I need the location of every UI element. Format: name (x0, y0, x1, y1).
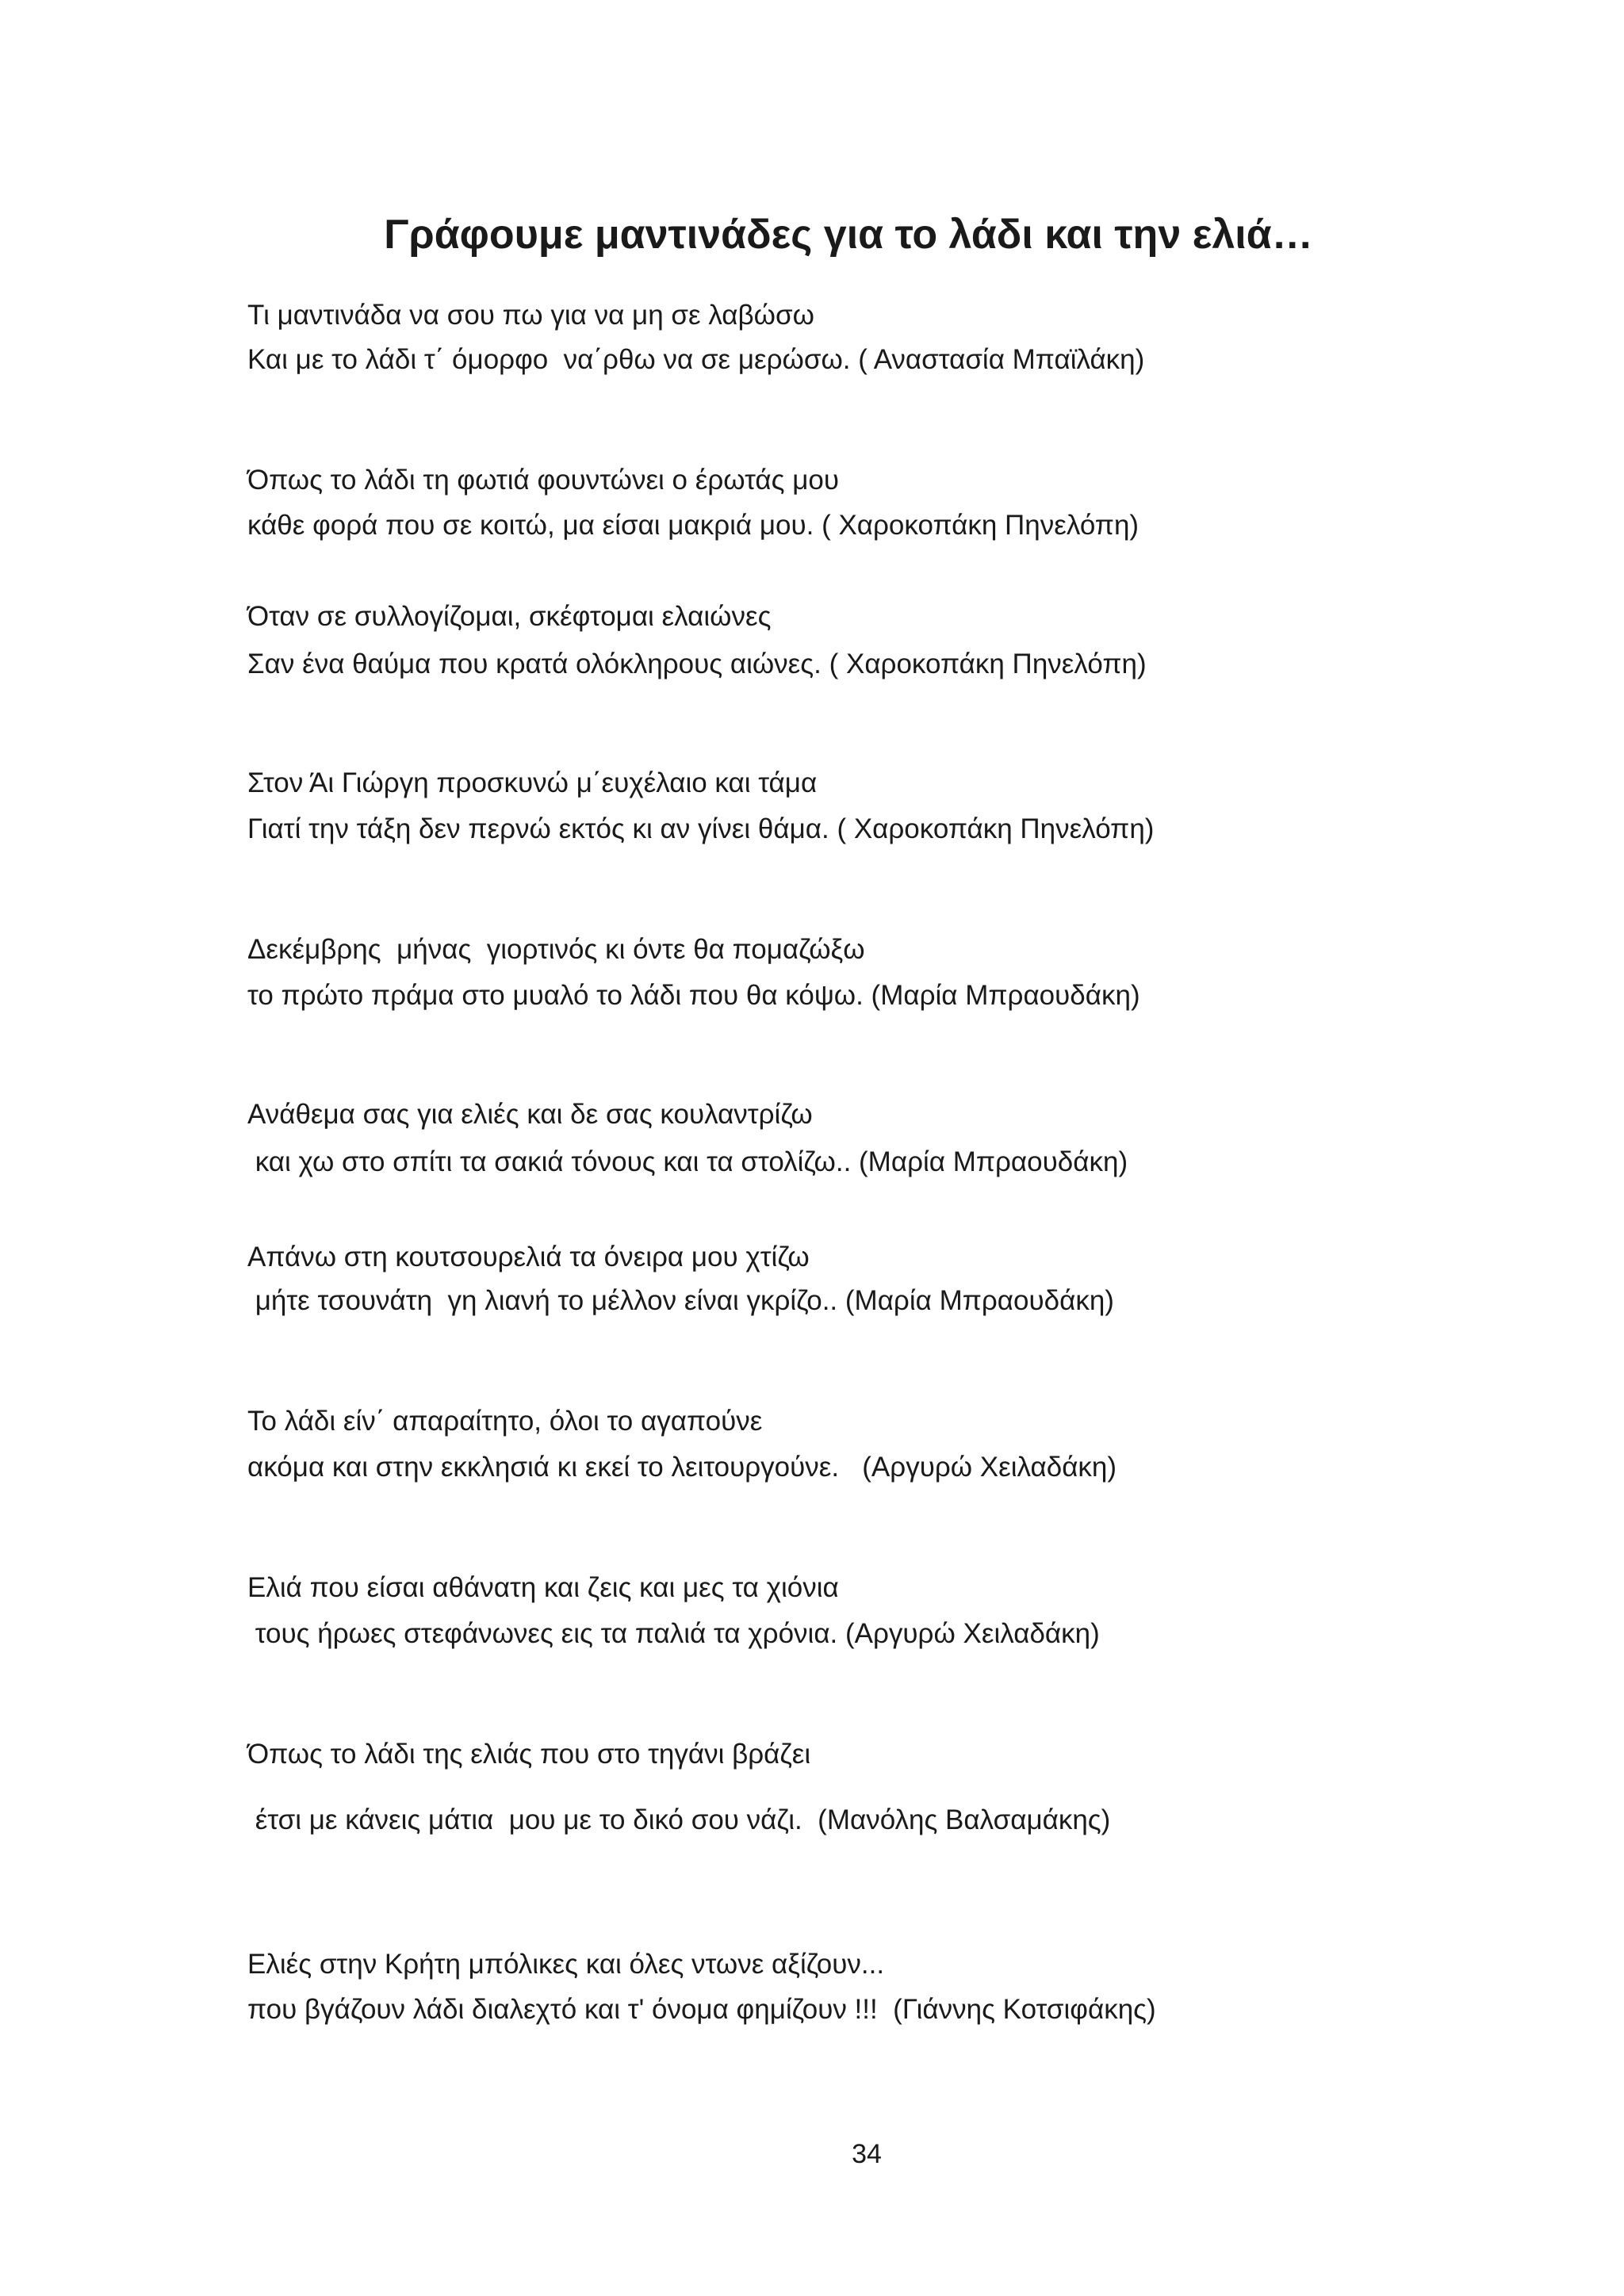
poem-3-line-1: Όταν σε συλλογίζομαι, σκέφτομαι ελαιώνες (247, 601, 772, 632)
poem-11-line-1: Ελιές στην Κρήτη μπόλικες και όλες ντωνε αξίζουν... (247, 1949, 885, 1980)
poem-5-line-1: Δεκέμβρης μήνας γιορτινός κι όντε θα πομαζώξω (247, 934, 865, 965)
poem-9-line-1: Ελιά που είσαι αθάνατη και ζεις και μες τα χιόνια (247, 1572, 839, 1603)
poem-4-line-2: Γιατί την τάξη δεν περνώ εκτός κι αν γίνει θάμα. ( Χαροκοπάκη Πηνελόπη) (247, 813, 1155, 844)
poem-7-line-2: μήτε τσουνάτη γη λιανή το μέλλον είναι γκρίζο.. (Μαρία Μπραουδάκη) (247, 1285, 1114, 1316)
poem-8-line-1: Το λάδι είν΄ απαραίτητο, όλοι το αγαπούνε (247, 1406, 763, 1437)
poem-11-line-2: που βγάζουν λάδι διαλεχτό και τ' όνομα φημίζουν !!! (Γιάννης Κοτσιφάκης) (247, 1994, 1156, 2025)
poem-5-line-2: το πρώτο πράμα στο μυαλό το λάδι που θα κόψω. (Μαρία Μπραουδάκη) (247, 980, 1140, 1011)
poem-1-line-2: Και με το λάδι τ΄ όμορφο να΄ρθω να σε μερώσω. ( Αναστασία Μπαϊλάκη) (247, 344, 1145, 375)
poem-2-line-1: Όπως το λάδι τη φωτιά φουντώνει ο έρωτάς μου (247, 465, 840, 496)
poem-4-line-1: Στον Άι Γιώργη προσκυνώ μ΄ευχέλαιο και τάμα (247, 767, 818, 798)
page-title: Γράφουμε μαντινάδες για το λάδι και την ελιά… (384, 212, 1313, 258)
poem-3-line-2: Σαν ένα θαύμα που κρατά ολόκληρους αιώνες. ( Χαροκοπάκη Πηνελόπη) (247, 649, 1147, 679)
poem-2-line-2: κάθε φορά που σε κοιτώ, μα είσαι μακριά μου. ( Χαροκοπάκη Πηνελόπη) (247, 510, 1139, 541)
poem-1-line-1: Τι μαντινάδα να σου πω για να μη σε λαβώσω (247, 300, 814, 331)
poem-10-line-2: έτσι με κάνεις μάτια μου με το δικό σου νάζι. (Μανόλης Βαλσαμάκης) (247, 1804, 1111, 1835)
poem-7-line-1: Απάνω στη κουτσουρελιά τα όνειρα μου χτίζω (247, 1242, 810, 1272)
poem-6-line-1: Ανάθεμα σας για ελιές και δε σας κουλαντρίζω (247, 1099, 813, 1130)
poem-8-line-2: ακόμα και στην εκκλησιά κι εκεί το λειτουργούνε. (Αργυρώ Χειλαδάκη) (247, 1452, 1117, 1483)
page-number: 34 (852, 2139, 882, 2169)
poem-9-line-2: τους ήρωες στεφάνωνες εις τα παλιά τα χρόνια. (Αργυρώ Χειλαδάκη) (247, 1618, 1100, 1649)
poem-6-line-2: και χω στο σπίτι τα σακιά τόνους και τα στολίζω.. (Μαρία Μπραουδάκη) (247, 1146, 1128, 1177)
poem-10-line-1: Όπως το λάδι της ελιάς που στο τηγάνι βράζει (247, 1739, 811, 1770)
